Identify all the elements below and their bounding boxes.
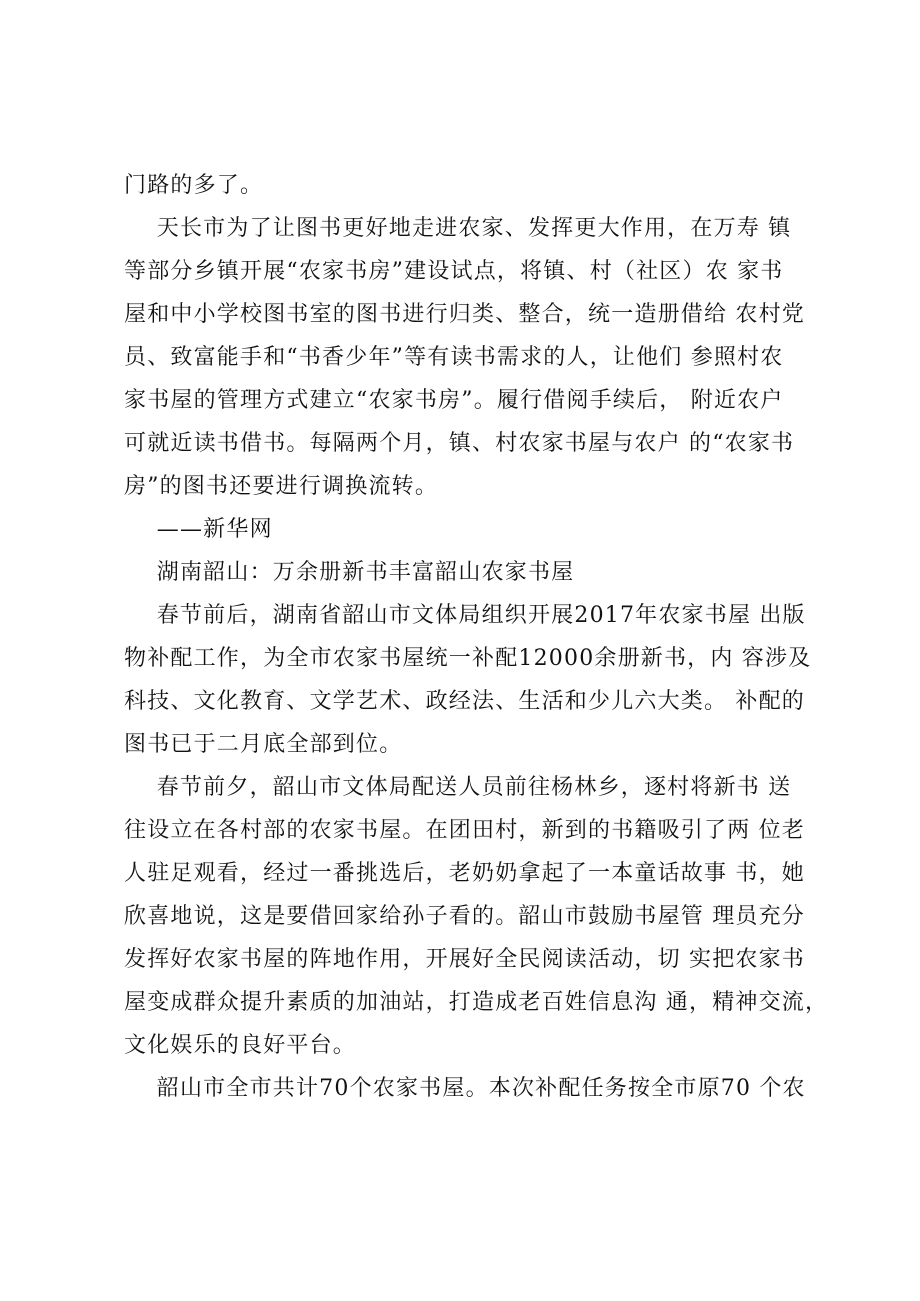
source-attribution: ——新华网: [124, 517, 273, 542]
text-line: 可就近读书借书。每隔两个月，镇、村农家书屋与农户 的“农家书: [124, 431, 795, 456]
text-line: 屋变成群众提升素质的加油站，打造成老百姓信息沟 通，精神交流，: [124, 990, 829, 1015]
text-line: 春节前后，湖南省韶山市文体局组织开展2017年农家书屋 出版: [124, 603, 806, 628]
document-body: [124, 164, 829, 1110]
text-line: 欣喜地说，这是要借回家给孙子看的。韶山市鼓励书屋管 理员充分: [124, 904, 805, 929]
text-line: 物补配工作，为全市农家书屋统一补配12000余册新书，内 容涉及: [124, 646, 812, 671]
section-heading: 湖南韶山：万余册新书丰富韶山农家书屋: [124, 560, 575, 585]
text-line: 等部分乡镇开展“农家书房”建设试点，将镇、村（社区）农 家书: [124, 259, 784, 284]
text-line: 图书已于二月底全部到位。: [124, 732, 403, 757]
text-line: 发挥好农家书屋的阵地作用，开展好全民阅读活动，切 实把农家书: [124, 947, 805, 972]
text-line: 天长市为了让图书更好地走进农家、发挥更大作用，在万寿 镇: [124, 216, 792, 241]
text-line: 文化娱乐的良好平台。: [124, 1033, 357, 1058]
text-line: 往设立在各村部的农家书屋。在团田村，新到的书籍吸引了两 位老: [124, 818, 805, 843]
text-line: 员、致富能手和“书香少年”等有读书需求的人，让他们 参照村农: [124, 345, 784, 370]
text-line: 春节前夕，韶山市文体局配送人员前往杨林乡，逐村将新书 送: [124, 775, 792, 800]
text-line: 人驻足观看，经过一番挑选后，老奶奶拿起了一本童话故事 书，她: [124, 861, 805, 886]
text-line: 门路的多了。: [124, 173, 264, 198]
text-line: 屋和中小学校图书室的图书进行归类、整合，统一造册借给 农村党: [124, 302, 805, 327]
text-line: 韶山市全市共计70个农家书屋。本次补配任务按全市原70 个农: [124, 1076, 806, 1101]
text-line: 科技、文化教育、文学艺术、政经法、生活和少儿六大类。 补配的: [124, 689, 805, 714]
text-line: 家书屋的管理方式建立“农家书房”。履行借阅手续后， 附近农户: [124, 388, 784, 413]
text-line: 房”的图书还要进行调换流转。: [124, 474, 439, 499]
